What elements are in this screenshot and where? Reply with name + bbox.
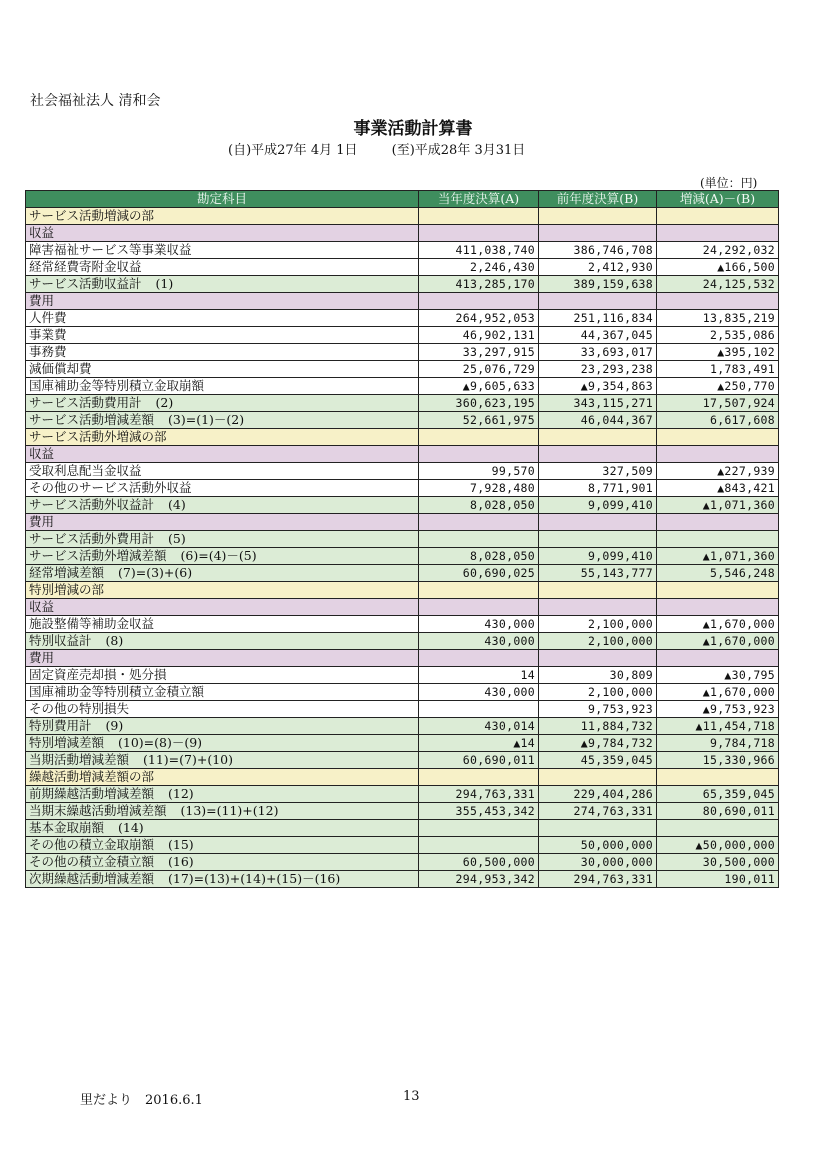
table-row (26, 633, 779, 650)
difference-value: 2,535,086 (657, 327, 779, 344)
account-label: 費用 (29, 514, 55, 529)
formula-note: (13)=(11)+(12) (180, 803, 279, 818)
table-row (26, 225, 779, 242)
account-label: 当期末繰越活動増減差額 (29, 803, 167, 818)
formula-note: (4) (168, 497, 186, 512)
column-header-account: 勘定科目 (26, 191, 419, 208)
previous-year-value: 386,746,708 (539, 242, 657, 259)
previous-year-value: 251,116,834 (539, 310, 657, 327)
account-label: 収益 (29, 225, 55, 240)
activity-statement-table (25, 190, 779, 888)
account-cell (26, 310, 419, 327)
difference-value (657, 225, 779, 242)
formula-note: (8) (105, 633, 124, 648)
account-cell (26, 242, 419, 259)
unit-label: (単位：円) (700, 176, 758, 190)
formula-note: (3)=(1)－(2) (168, 412, 245, 427)
account-cell (26, 293, 419, 310)
account-label: 経常増減差額 (29, 565, 105, 580)
current-year-value: 430,014 (419, 718, 539, 735)
account-label: サービス活動収益計 (29, 276, 142, 291)
formula-note: (9) (105, 718, 124, 733)
previous-year-value (539, 446, 657, 463)
account-label: その他の積立金積立額 (29, 854, 155, 869)
table-row (26, 803, 779, 820)
table-body (26, 208, 779, 888)
previous-year-value: 9,099,410 (539, 497, 657, 514)
table-row (26, 480, 779, 497)
previous-year-value: ▲9,784,732 (539, 735, 657, 752)
account-cell (26, 718, 419, 735)
difference-value: 9,784,718 (657, 735, 779, 752)
difference-value: 24,125,532 (657, 276, 779, 293)
previous-year-value: 274,763,331 (539, 803, 657, 820)
account-label: 費用 (29, 650, 55, 665)
table-row (26, 497, 779, 514)
current-year-value: 7,928,480 (419, 480, 539, 497)
previous-year-value (539, 820, 657, 837)
account-cell (26, 582, 419, 599)
current-year-value: 60,690,011 (419, 752, 539, 769)
account-label: 収益 (29, 446, 55, 461)
current-year-value: 294,953,342 (419, 871, 539, 888)
previous-year-value: 8,771,901 (539, 480, 657, 497)
table-row (26, 667, 779, 684)
table-row (26, 259, 779, 276)
previous-year-value: 30,000,000 (539, 854, 657, 871)
formula-note: (12) (168, 786, 194, 801)
account-cell (26, 650, 419, 667)
difference-value: 1,783,491 (657, 361, 779, 378)
current-year-value: 413,285,170 (419, 276, 539, 293)
account-cell (26, 395, 419, 412)
difference-value: ▲395,102 (657, 344, 779, 361)
current-year-value: 60,500,000 (419, 854, 539, 871)
previous-year-value: 50,000,000 (539, 837, 657, 854)
account-cell (26, 378, 419, 395)
table-row (26, 565, 779, 582)
table-row (26, 871, 779, 888)
current-year-value: 14 (419, 667, 539, 684)
account-label: 特別収益計 (29, 633, 92, 648)
current-year-value (419, 225, 539, 242)
account-cell (26, 497, 419, 514)
previous-year-value: 2,412,930 (539, 259, 657, 276)
table-row (26, 582, 779, 599)
account-cell (26, 514, 419, 531)
account-label: 減価償却費 (29, 361, 92, 376)
current-year-value: 430,000 (419, 684, 539, 701)
difference-value (657, 769, 779, 786)
difference-value: 190,011 (657, 871, 779, 888)
account-cell (26, 225, 419, 242)
formula-note: (5) (168, 531, 186, 546)
account-cell (26, 871, 419, 888)
difference-value: 6,617,608 (657, 412, 779, 429)
account-cell (26, 735, 419, 752)
table-row (26, 684, 779, 701)
table-row (26, 786, 779, 803)
current-year-value: 52,661,975 (419, 412, 539, 429)
account-label: 基本金取崩額 (29, 820, 105, 835)
previous-year-value: 9,753,923 (539, 701, 657, 718)
document-title: 事業活動計算書 (353, 119, 473, 139)
table-row (26, 463, 779, 480)
current-year-value (419, 769, 539, 786)
current-year-value (419, 514, 539, 531)
difference-value (657, 650, 779, 667)
account-label: 経常経費寄附金収益 (29, 259, 142, 274)
account-label: サービス活動外増減差額 (29, 548, 167, 563)
table-row (26, 327, 779, 344)
current-year-value: 355,453,342 (419, 803, 539, 820)
account-label: 国庫補助金等特別積立金積立額 (29, 684, 205, 699)
difference-value: 5,546,248 (657, 565, 779, 582)
table-row (26, 616, 779, 633)
table-row (26, 446, 779, 463)
previous-year-value: 2,100,000 (539, 684, 657, 701)
current-year-value: 411,038,740 (419, 242, 539, 259)
footer-source: 里だより 2016.6.1 (80, 1093, 203, 1108)
account-cell (26, 769, 419, 786)
difference-value: 15,330,966 (657, 752, 779, 769)
account-label: 収益 (29, 599, 55, 614)
account-label: 受取利息配当金収益 (29, 463, 142, 478)
account-cell (26, 276, 419, 293)
previous-year-value: 2,100,000 (539, 616, 657, 633)
account-cell (26, 480, 419, 497)
account-cell (26, 786, 419, 803)
formula-note: (1) (155, 276, 174, 291)
previous-year-value (539, 599, 657, 616)
current-year-value (419, 293, 539, 310)
account-label: 特別費用計 (29, 718, 92, 733)
account-label: 特別増減差額 (29, 735, 105, 750)
formula-note: (16) (168, 854, 194, 869)
account-label: 事業費 (29, 327, 67, 342)
difference-value: 65,359,045 (657, 786, 779, 803)
account-label: 固定資産売却損・処分損 (29, 667, 167, 682)
previous-year-value: 11,884,732 (539, 718, 657, 735)
previous-year-value: 2,100,000 (539, 633, 657, 650)
difference-value: ▲1,670,000 (657, 684, 779, 701)
account-label: 前期繰越活動増減差額 (29, 786, 155, 801)
account-label: 次期繰越活動増減差額 (29, 871, 155, 886)
table-row (26, 361, 779, 378)
column-header-current-year: 当年度決算(A) (419, 191, 539, 208)
account-cell (26, 616, 419, 633)
account-label: サービス活動外収益計 (29, 497, 155, 512)
account-cell (26, 701, 419, 718)
current-year-value (419, 429, 539, 446)
table-row (26, 429, 779, 446)
period-to: (至)平成28年 3月31日 (391, 143, 526, 158)
previous-year-value: ▲9,354,863 (539, 378, 657, 395)
current-year-value: 294,763,331 (419, 786, 539, 803)
account-label: サービス活動増減差額 (29, 412, 155, 427)
current-year-value: 430,000 (419, 616, 539, 633)
current-year-value (419, 650, 539, 667)
previous-year-value: 46,044,367 (539, 412, 657, 429)
current-year-value: 8,028,050 (419, 497, 539, 514)
account-cell (26, 327, 419, 344)
previous-year-value (539, 225, 657, 242)
account-cell (26, 344, 419, 361)
account-cell (26, 854, 419, 871)
table-row (26, 514, 779, 531)
difference-value: ▲1,071,360 (657, 497, 779, 514)
difference-value (657, 446, 779, 463)
current-year-value: 2,246,430 (419, 259, 539, 276)
current-year-value: 25,076,729 (419, 361, 539, 378)
difference-value: ▲166,500 (657, 259, 779, 276)
previous-year-value (539, 429, 657, 446)
difference-value (657, 208, 779, 225)
account-label: サービス活動外費用計 (29, 531, 155, 546)
table-row (26, 718, 779, 735)
table-row (26, 293, 779, 310)
table-row (26, 769, 779, 786)
account-label: 人件費 (29, 310, 67, 325)
formula-note: (2) (155, 395, 174, 410)
account-cell (26, 361, 419, 378)
table-header-row (26, 191, 779, 208)
account-label: サービス活動外増減の部 (29, 429, 167, 444)
account-cell (26, 463, 419, 480)
account-label: 特別増減の部 (29, 582, 105, 597)
current-year-value: 99,570 (419, 463, 539, 480)
previous-year-value (539, 531, 657, 548)
account-label: その他の特別損失 (29, 701, 130, 716)
account-label: サービス活動費用計 (29, 395, 142, 410)
column-header-difference: 増減(A)－(B) (657, 191, 779, 208)
difference-value (657, 599, 779, 616)
previous-year-value (539, 650, 657, 667)
previous-year-value: 23,293,238 (539, 361, 657, 378)
table-row (26, 531, 779, 548)
current-year-value: ▲14 (419, 735, 539, 752)
previous-year-value: 389,159,638 (539, 276, 657, 293)
previous-year-value: 294,763,331 (539, 871, 657, 888)
account-cell (26, 446, 419, 463)
account-cell (26, 633, 419, 650)
difference-value (657, 582, 779, 599)
table-row (26, 310, 779, 327)
current-year-value: 264,952,053 (419, 310, 539, 327)
difference-value (657, 820, 779, 837)
table-row (26, 837, 779, 854)
difference-value: 30,500,000 (657, 854, 779, 871)
difference-value: ▲250,770 (657, 378, 779, 395)
account-label: その他の積立金取崩額 (29, 837, 155, 852)
previous-year-value: 343,115,271 (539, 395, 657, 412)
difference-value: ▲11,454,718 (657, 718, 779, 735)
table-row (26, 752, 779, 769)
difference-value: ▲30,795 (657, 667, 779, 684)
account-label: サービス活動増減の部 (29, 208, 155, 223)
account-cell (26, 429, 419, 446)
period-from: (自)平成27年 4月 1日 (228, 143, 358, 158)
difference-value: 24,292,032 (657, 242, 779, 259)
formula-note: (14) (118, 820, 144, 835)
account-cell (26, 599, 419, 616)
previous-year-value (539, 769, 657, 786)
account-cell (26, 820, 419, 837)
table-row (26, 854, 779, 871)
formula-note: (15) (168, 837, 194, 852)
difference-value: 17,507,924 (657, 395, 779, 412)
account-cell (26, 684, 419, 701)
difference-value: ▲50,000,000 (657, 837, 779, 854)
previous-year-value: 44,367,045 (539, 327, 657, 344)
current-year-value: 46,902,131 (419, 327, 539, 344)
table-row (26, 344, 779, 361)
current-year-value (419, 531, 539, 548)
account-cell (26, 667, 419, 684)
table-row (26, 276, 779, 293)
column-header-previous-year: 前年度決算(B) (539, 191, 657, 208)
previous-year-value: 327,509 (539, 463, 657, 480)
current-year-value: 8,028,050 (419, 548, 539, 565)
difference-value: ▲843,421 (657, 480, 779, 497)
account-label: 費用 (29, 293, 55, 308)
current-year-value: 360,623,195 (419, 395, 539, 412)
difference-value (657, 531, 779, 548)
difference-value: ▲1,670,000 (657, 633, 779, 650)
current-year-value: 60,690,025 (419, 565, 539, 582)
account-cell (26, 548, 419, 565)
account-cell (26, 208, 419, 225)
table-row (26, 548, 779, 565)
previous-year-value: 9,099,410 (539, 548, 657, 565)
table-row (26, 820, 779, 837)
account-label: 国庫補助金等特別積立金取崩額 (29, 378, 205, 393)
difference-value: ▲9,753,923 (657, 701, 779, 718)
current-year-value: 430,000 (419, 633, 539, 650)
fiscal-period (228, 139, 555, 158)
table-row (26, 735, 779, 752)
account-cell (26, 837, 419, 854)
previous-year-value: 229,404,286 (539, 786, 657, 803)
organization-name: 社会福祉法人 清和会 (30, 93, 161, 109)
account-cell (26, 803, 419, 820)
account-label: 障害福祉サービス等事業収益 (29, 242, 192, 257)
current-year-value (419, 582, 539, 599)
table-row (26, 701, 779, 718)
table-row (26, 599, 779, 616)
account-label: 繰越活動増減差額の部 (29, 769, 155, 784)
difference-value: ▲1,670,000 (657, 616, 779, 633)
formula-note: (11)=(7)+(10) (143, 752, 233, 767)
previous-year-value: 55,143,777 (539, 565, 657, 582)
table-row (26, 650, 779, 667)
current-year-value (419, 446, 539, 463)
table-row (26, 395, 779, 412)
previous-year-value: 45,359,045 (539, 752, 657, 769)
table-row (26, 378, 779, 395)
difference-value (657, 429, 779, 446)
current-year-value (419, 599, 539, 616)
page-number: 13 (403, 1089, 420, 1104)
account-cell (26, 531, 419, 548)
previous-year-value (539, 293, 657, 310)
formula-note: (6)=(4)－(5) (180, 548, 257, 563)
difference-value: ▲1,071,360 (657, 548, 779, 565)
difference-value (657, 293, 779, 310)
table-row (26, 242, 779, 259)
table-row (26, 208, 779, 225)
current-year-value (419, 820, 539, 837)
previous-year-value: 33,693,017 (539, 344, 657, 361)
account-label: 当期活動増減差額 (29, 752, 130, 767)
account-cell (26, 752, 419, 769)
current-year-value (419, 701, 539, 718)
difference-value: 80,690,011 (657, 803, 779, 820)
difference-value: ▲227,939 (657, 463, 779, 480)
account-cell (26, 565, 419, 582)
formula-note: (17)=(13)+(14)+(15)－(16) (168, 871, 341, 886)
account-label: その他のサービス活動外収益 (29, 480, 192, 495)
current-year-value: 33,297,915 (419, 344, 539, 361)
table-row (26, 412, 779, 429)
account-label: 事務費 (29, 344, 67, 359)
formula-note: (7)=(3)+(6) (118, 565, 193, 580)
previous-year-value: 30,809 (539, 667, 657, 684)
current-year-value (419, 837, 539, 854)
difference-value (657, 514, 779, 531)
previous-year-value (539, 514, 657, 531)
account-cell (26, 412, 419, 429)
account-cell (26, 259, 419, 276)
current-year-value (419, 208, 539, 225)
previous-year-value (539, 582, 657, 599)
current-year-value: ▲9,605,633 (419, 378, 539, 395)
formula-note: (10)=(8)－(9) (118, 735, 203, 750)
account-label: 施設整備等補助金収益 (29, 616, 155, 631)
difference-value: 13,835,219 (657, 310, 779, 327)
previous-year-value (539, 208, 657, 225)
